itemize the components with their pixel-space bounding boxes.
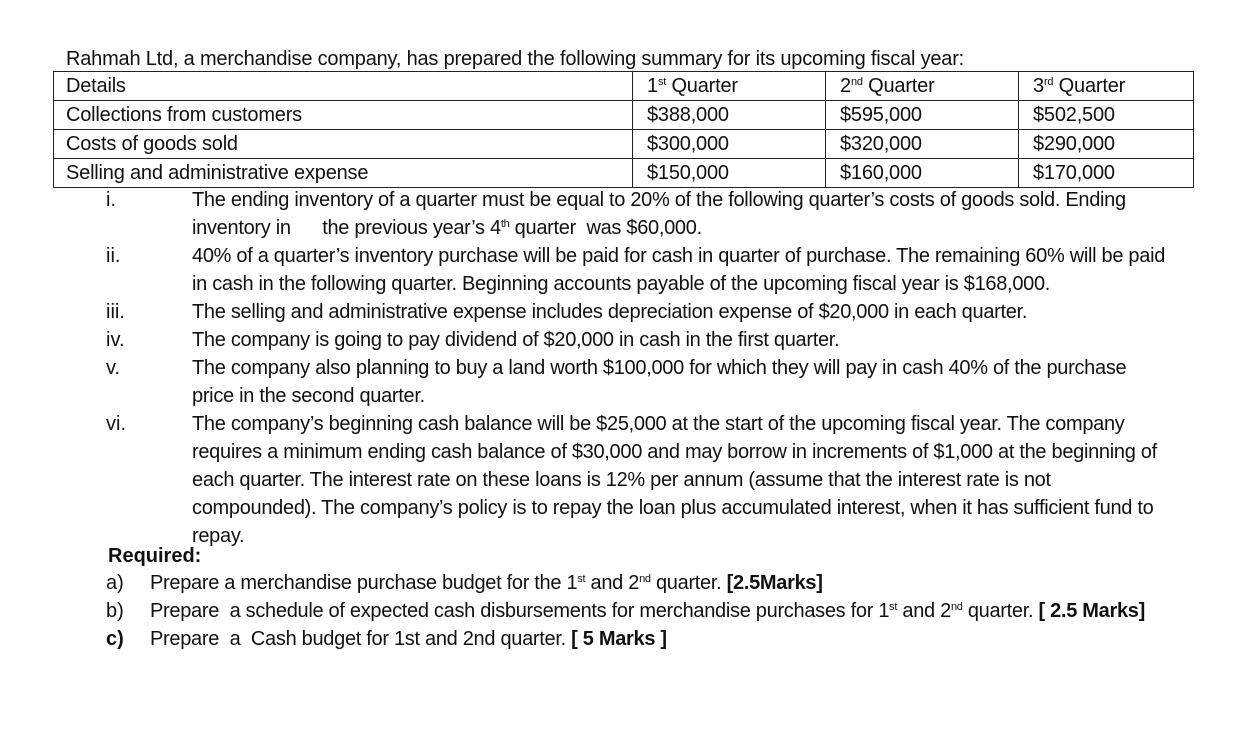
item-text: Prepare a merchandise purchase budget for the 1st and 2nd quarter. [2.5Marks]: [150, 572, 823, 594]
note-text: The ending inventory of a quarter must be equal to 20% of the following quarter’s costs of goods sold. Ending inventory in the previous year’s 4th quarter was $60,000.: [192, 189, 1126, 239]
cell-q3: $502,500: [1019, 101, 1194, 130]
cell-q1: $388,000: [633, 101, 826, 130]
note-number: iii.: [106, 301, 125, 323]
item-label: b): [106, 600, 124, 622]
note-number: i.: [106, 189, 116, 211]
intro-text: Rahmah Ltd, a merchandise company, has prepared the following summary for its upcoming fiscal year:: [66, 48, 965, 70]
list-item: [0, 354, 1242, 410]
note-number: v.: [106, 357, 121, 379]
required-heading: Required:: [108, 545, 202, 567]
table-row: [54, 130, 1194, 159]
header-q2: 2nd Quarter: [826, 72, 1019, 101]
note-text: The selling and administrative expense includes depreciation expense of $20,000 in each quarter.: [192, 301, 1028, 323]
row-label: Costs of goods sold: [54, 130, 633, 159]
item-label: a): [106, 572, 124, 594]
marks-label: [ 5 Marks ]: [571, 628, 667, 650]
cell-q1: $150,000: [633, 159, 826, 188]
list-item: [0, 186, 1242, 242]
row-label: Collections from customers: [54, 101, 633, 130]
cell-q3: $170,000: [1019, 159, 1194, 188]
list-item: [0, 298, 1242, 326]
table-row: [54, 159, 1194, 188]
header-q3: 3rd Quarter: [1019, 72, 1194, 101]
required-list: [0, 569, 1242, 653]
list-item: [0, 569, 1242, 597]
list-item: [0, 597, 1242, 625]
cell-q2: $160,000: [826, 159, 1019, 188]
list-item: [0, 326, 1242, 354]
note-text: 40% of a quarter’s inventory purchase will be paid for cash in quarter of purchase. The remaining 60% will be paid in cash in the following quarter. Beginning accounts payable of the upcoming fiscal year is $168,000.: [192, 245, 1166, 295]
cell-q3: $290,000: [1019, 130, 1194, 159]
note-text: The company also planning to buy a land worth $100,000 for which they will pay in cash 40% of the purchase price in the second quarter.: [192, 357, 1127, 407]
item-text: Prepare a schedule of expected cash disbursements for merchandise purchases for 1st and 2nd quarter. [ 2.5 Marks]: [150, 600, 1145, 622]
cell-q1: $300,000: [633, 130, 826, 159]
table-header-row: [54, 72, 1194, 101]
row-label: Selling and administrative expense: [54, 159, 633, 188]
note-number: ii.: [106, 245, 121, 267]
item-text: Prepare a Cash budget for 1st and 2nd quarter. [ 5 Marks ]: [150, 628, 667, 650]
note-text: The company’s beginning cash balance will be $25,000 at the start of the upcoming fiscal year. The company requires a minimum ending cash balance of $30,000 and may borrow in increments of $1,000 at the beginning of each quarter. The interest rate on these loans is 12% per annum (assume that the interest rate is not compounded). The company’s policy is to repay the loan plus accumulated interest, when it has sufficient fund to repay.: [192, 413, 1157, 547]
marks-label: [2.5Marks]: [726, 572, 823, 594]
list-item: [0, 242, 1242, 298]
assumption-notes: [0, 186, 1242, 550]
note-number: iv.: [106, 329, 125, 351]
item-label: c): [106, 628, 124, 650]
note-text: The company is going to pay dividend of $20,000 in cash in the first quarter.: [192, 329, 840, 351]
table-row: [54, 101, 1194, 130]
header-details: Details: [54, 72, 633, 101]
fiscal-summary-table: [53, 71, 1194, 188]
list-item: [0, 625, 1242, 653]
note-number: vi.: [106, 413, 126, 435]
header-q1: 1st Quarter: [633, 72, 826, 101]
marks-label: [ 2.5 Marks]: [1038, 600, 1145, 622]
cell-q2: $320,000: [826, 130, 1019, 159]
cell-q2: $595,000: [826, 101, 1019, 130]
list-item: [0, 410, 1242, 550]
